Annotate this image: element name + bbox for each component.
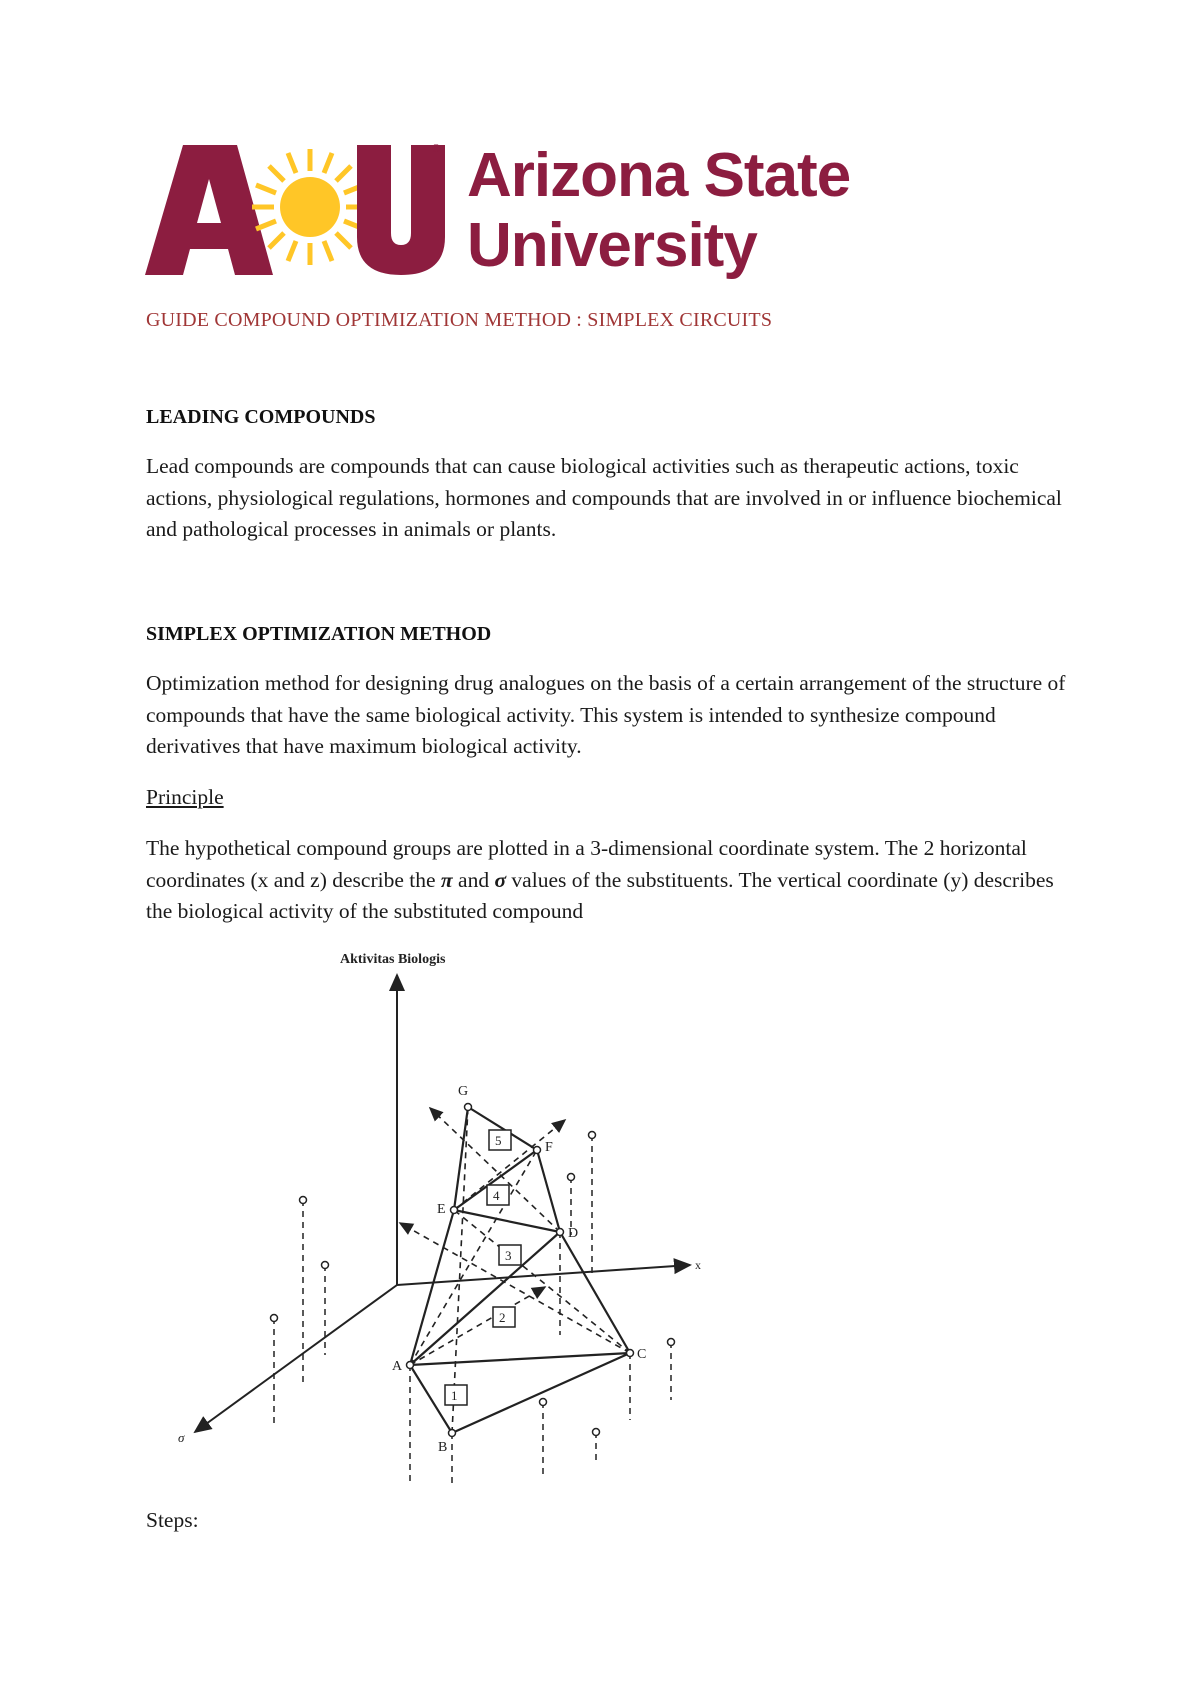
university-name-line1: Arizona State bbox=[467, 141, 851, 210]
section-heading-leading-compounds: LEADING COMPOUNDS bbox=[146, 406, 376, 428]
simplex-label-3: 3 bbox=[505, 1248, 512, 1263]
vertex-label-e: E bbox=[437, 1202, 446, 1217]
simplex-label-2: 2 bbox=[499, 1310, 506, 1325]
simplex-label-4: 4 bbox=[493, 1188, 500, 1203]
simplex-vertices bbox=[407, 1104, 634, 1437]
reflection-paths bbox=[400, 1107, 630, 1433]
principle-and: and bbox=[452, 867, 495, 892]
vertex-label-f: F bbox=[545, 1140, 553, 1155]
asu-monogram-icon bbox=[145, 145, 445, 275]
pi-symbol: π bbox=[440, 867, 453, 892]
simplex-label-5: 5 bbox=[495, 1133, 502, 1148]
vertex-label-d: D bbox=[568, 1226, 579, 1241]
vertex-label-a: A bbox=[392, 1359, 403, 1374]
simplex-edges bbox=[410, 1107, 630, 1433]
x-axis-label: x bbox=[695, 1258, 701, 1272]
vertex-label-b: B bbox=[438, 1440, 448, 1455]
section-heading-simplex: SIMPLEX OPTIMIZATION METHOD bbox=[146, 623, 492, 645]
principle-text-1: The hypothetical compound groups are plotted in a 3-dimensional coordinate system. The 2 horizontal coordinates (x and z) describe the bbox=[146, 836, 1027, 892]
simplex-number-boxes bbox=[445, 1130, 521, 1405]
section-body-simplex: Optimization method for designing drug analogues on the basis of a certain arrangement of the structure of compounds that have the same biological activity. This system is intended to synthesize compound derivatives that have maximum biological activity. bbox=[146, 671, 1066, 758]
simplex-label-1: 1 bbox=[451, 1388, 458, 1403]
asu-logo bbox=[145, 141, 925, 285]
vertex-label-g: G bbox=[458, 1084, 469, 1099]
principle-paragraph bbox=[146, 833, 1066, 928]
simplex-3d-diagram bbox=[150, 945, 730, 1485]
registered-mark: ® bbox=[432, 143, 441, 155]
steps-label: Steps: bbox=[146, 1508, 199, 1532]
y-axis-label: Aktivitas Biologis bbox=[340, 952, 446, 967]
principle-subheading: Principle bbox=[146, 785, 224, 809]
z-axis-label: σ bbox=[178, 1430, 185, 1445]
vertex-label-c: C bbox=[637, 1347, 647, 1362]
document-title: GUIDE COMPOUND OPTIMIZATION METHOD : SIMPLEX CIRCUITS bbox=[146, 309, 773, 331]
section-body-leading-compounds: Lead compounds are compounds that can cause biological activities such as therapeutic actions, toxic actions, physiological regulations, hormones and compounds that are involved in or influence biochemical and pathological processes in animals or plants. bbox=[146, 454, 1062, 541]
university-name bbox=[467, 141, 850, 281]
university-name-line2: University bbox=[467, 211, 757, 280]
z-axis bbox=[195, 1285, 397, 1432]
principle-text-2: values of the substituents. The vertical coordinate (y) describes the biological activity of the substituted compound bbox=[146, 867, 1054, 923]
sigma-symbol: σ bbox=[494, 867, 507, 892]
